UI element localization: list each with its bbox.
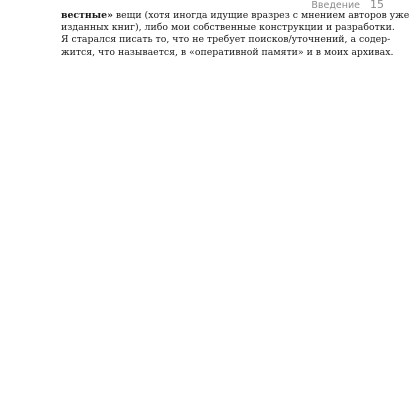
page-number: 15 [370, 0, 384, 11]
text-line: вестные» вещи (хотя иногда идущие вразрез с мнением авторов уже [61, 10, 410, 21]
running-head-section: Введение [311, 0, 360, 11]
paragraph-sources [61, 10, 410, 59]
bold-text: вестные» [61, 10, 113, 21]
text-line: Я старался писать то, что не требует поисков/уточнений, а содер- [61, 34, 391, 46]
body-text [61, 10, 410, 59]
text-line: жится, что называется, в «оперативной памяти» и в моих архивах. [61, 46, 394, 58]
text-line: изданных книг), либо мои собственные конструкции и разработки. [61, 22, 395, 34]
